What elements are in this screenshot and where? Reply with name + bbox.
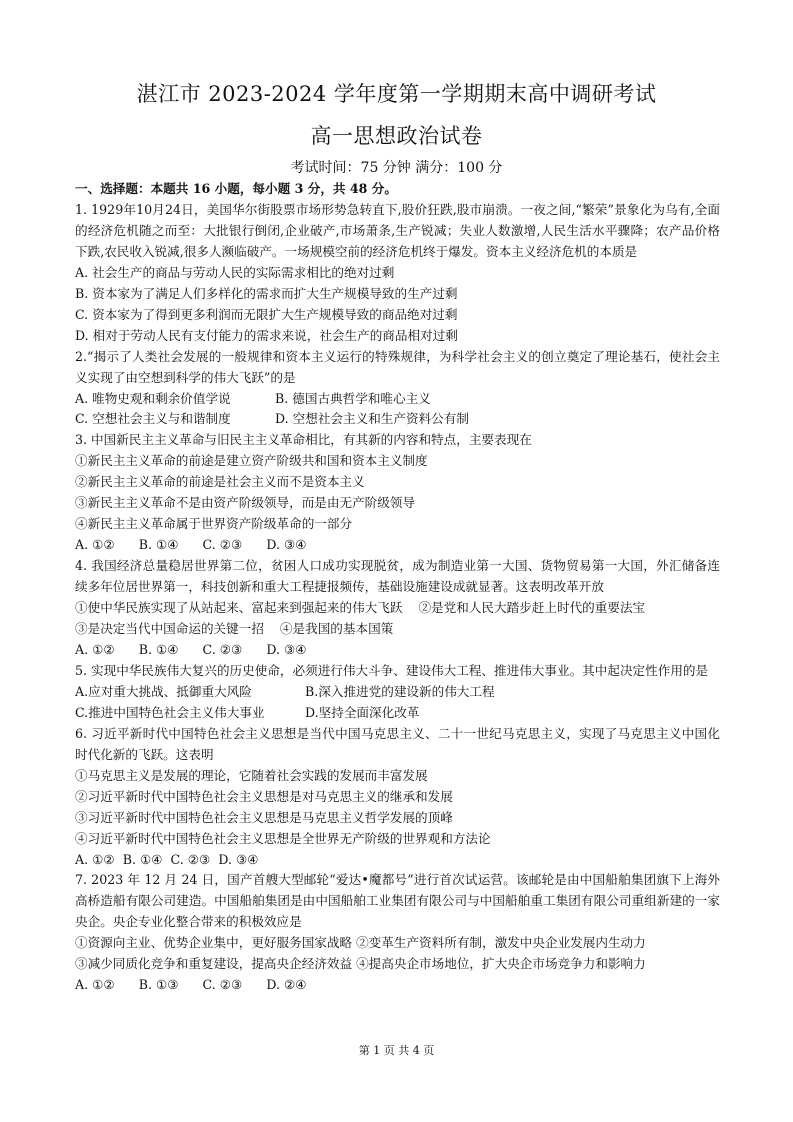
answer-options: A. ①② B. ①④ C. ②③ D. ③④	[75, 537, 307, 553]
answer-options: A. ①② B. ①③ C. ②③ D. ②④	[75, 977, 307, 993]
statement-item: ③减少同质化竞争和重复建设，提高央企经济效益 ④提高央企市场地位，扩大央企市场竞争力和影响力	[75, 956, 646, 972]
question-list	[75, 179, 720, 996]
answer-option: A. 唯物史观和剩余价值学说	[75, 390, 231, 406]
exam-info: 考试时间：75 分钟 满分：100 分	[290, 160, 503, 176]
answer-option: C.推进中国特色社会主义伟大事业	[75, 704, 265, 720]
answer-options: A. ①② B. ①④ C. ②③ D. ③④	[75, 641, 307, 657]
answer-option: C. 空想社会主义与和谐制度	[75, 411, 231, 427]
statement-item: ①使中华民族实现了从站起来、富起来到强起来的伟大飞跃 ②是党和人民大踏步赶上时代的重要法宝	[75, 600, 646, 616]
answer-option-row	[75, 703, 720, 724]
statement-item: ①新民主主义革命的前途是建立资产阶级共和国和资本主义制度	[75, 453, 428, 469]
statement-item: ④习近平新时代中国特色社会主义思想是全世界无产阶级的世界观和方法论	[75, 830, 491, 846]
answer-option-row	[75, 409, 720, 430]
statement-item: ①资源向主业、优势企业集中，更好服务国家战略 ②变革生产资料所有制，激发中央企业发展内生动力	[75, 935, 646, 951]
answer-option: D.坚持全面深化改革	[305, 704, 420, 720]
statement-item: ②新民主主义革命的前途是社会主义而不是资本主义	[75, 474, 365, 490]
page-number: 第 1 页 共 4 页	[358, 1044, 435, 1057]
exam-subject-title: 高一思想政治试卷	[310, 124, 483, 148]
answer-option: C. 资本家为了得到更多利润而无限扩大生产规模导致的商品绝对过剩	[75, 306, 458, 322]
answer-option: B. 资本家为了满足人们多样化的需求而扩大生产规模导致的生产过剩	[75, 285, 458, 301]
statement-item: ④新民主主义革命属于世界资产阶级革命的一部分	[75, 516, 353, 532]
answer-option: B.深入推进党的建设新的伟大工程	[305, 683, 495, 699]
answer-option-row	[75, 682, 720, 703]
statement-item: ②习近平新时代中国特色社会主义思想是对马克思主义的继承和发展	[75, 788, 453, 804]
question-stem: 7. 2023 年 12 月 24 日，国产首艘大型邮轮“爱达•魔都号”进行首次试运营。该邮轮是由中国船舶集团旗下上海外高桥造船有限公司建造。中国船舶集团是由中国船舶工业集团有限公司与中国船舶重工集团有限公司重组新建的一家央企。央企专业化整合带来的积极效应是	[75, 872, 720, 930]
question-stem: 1. 1929年10月24日，美国华尔街股票市场形势急转直下,股价狂跌,股市崩溃。一夜之间,“繁荣”景象化为乌有,全面的经济危机随之而至：大批银行倒闭,企业破产,市场萧条,生产锐减；失业人数激增,人民生活水平骤降；农产品价格下跌,农民收入锐减,很多人濒临破产。一场规模空前的经济危机终于爆发。资本主义经济危机的本质是	[75, 201, 720, 259]
answer-option: B. 德国古典哲学和唯心主义	[275, 390, 431, 406]
exam-title: 湛江市 2023-2024 学年度第一学期期末高中调研考试	[136, 82, 657, 106]
answer-option: D. 空想社会主义和生产资料公有制	[275, 411, 469, 427]
question-stem: 5. 实现中华民族伟大复兴的历史使命，必须进行伟大斗争、建设伟大工程、推进伟大事业。其中起决定性作用的是	[75, 662, 709, 678]
answer-options: A. ①② B. ①④ C. ②③ D. ③④	[75, 851, 259, 867]
question-stem: 3. 中国新民主主义革命与旧民主主义革命相比，有其新的内容和特点，主要表现在	[75, 432, 532, 448]
answer-option: A. 社会生产的商品与劳动人民的实际需求相比的绝对过剩	[75, 264, 395, 280]
statement-item: ①马克思主义是发展的理论，它随着社会实践的发展而丰富发展	[75, 767, 428, 783]
section-heading: 一、选择题：本题共 16 小题，每小题 3 分，共 48 分。	[75, 181, 397, 196]
answer-option: A.应对重大挑战、抵御重大风险	[75, 683, 252, 699]
answer-option: D. 相对于劳动人民有支付能力的需求来说，社会生产的商品相对过剩	[75, 327, 458, 343]
question-stem: 4. 我国经济总量稳居世界第二位，贫困人口成功实现脱贫，成为制造业第一大国、货物贸易第一大国，外汇储备连续多年位居世界第一，科技创新和重大工程捷报频传，基础设施建设成就显著。这表明改革开放	[75, 558, 720, 595]
statement-item: ③新民主主义革命不是由资产阶级领导，而是由无产阶级领导	[75, 495, 416, 511]
question-stem: 6. 习近平新时代中国特色社会主义思想是当代中国马克思主义、二十一世纪马克思主义，实现了马克思主义中国化时代化新的飞跃。这表明	[75, 725, 720, 762]
answer-option-row	[75, 389, 720, 410]
question-stem: 2.“揭示了人类社会发展的一般规律和资本主义运行的特殊规律，为科学社会主义的创立奠定了理论基石，使社会主义实现了由空想到科学的伟大飞跃”的是	[75, 348, 720, 385]
statement-item: ③习近平新时代中国特色社会主义思想是马克思主义哲学发展的顶峰	[75, 809, 453, 825]
statement-item: ③是决定当代中国命运的关键一招 ④是我国的基本国策	[75, 621, 394, 637]
